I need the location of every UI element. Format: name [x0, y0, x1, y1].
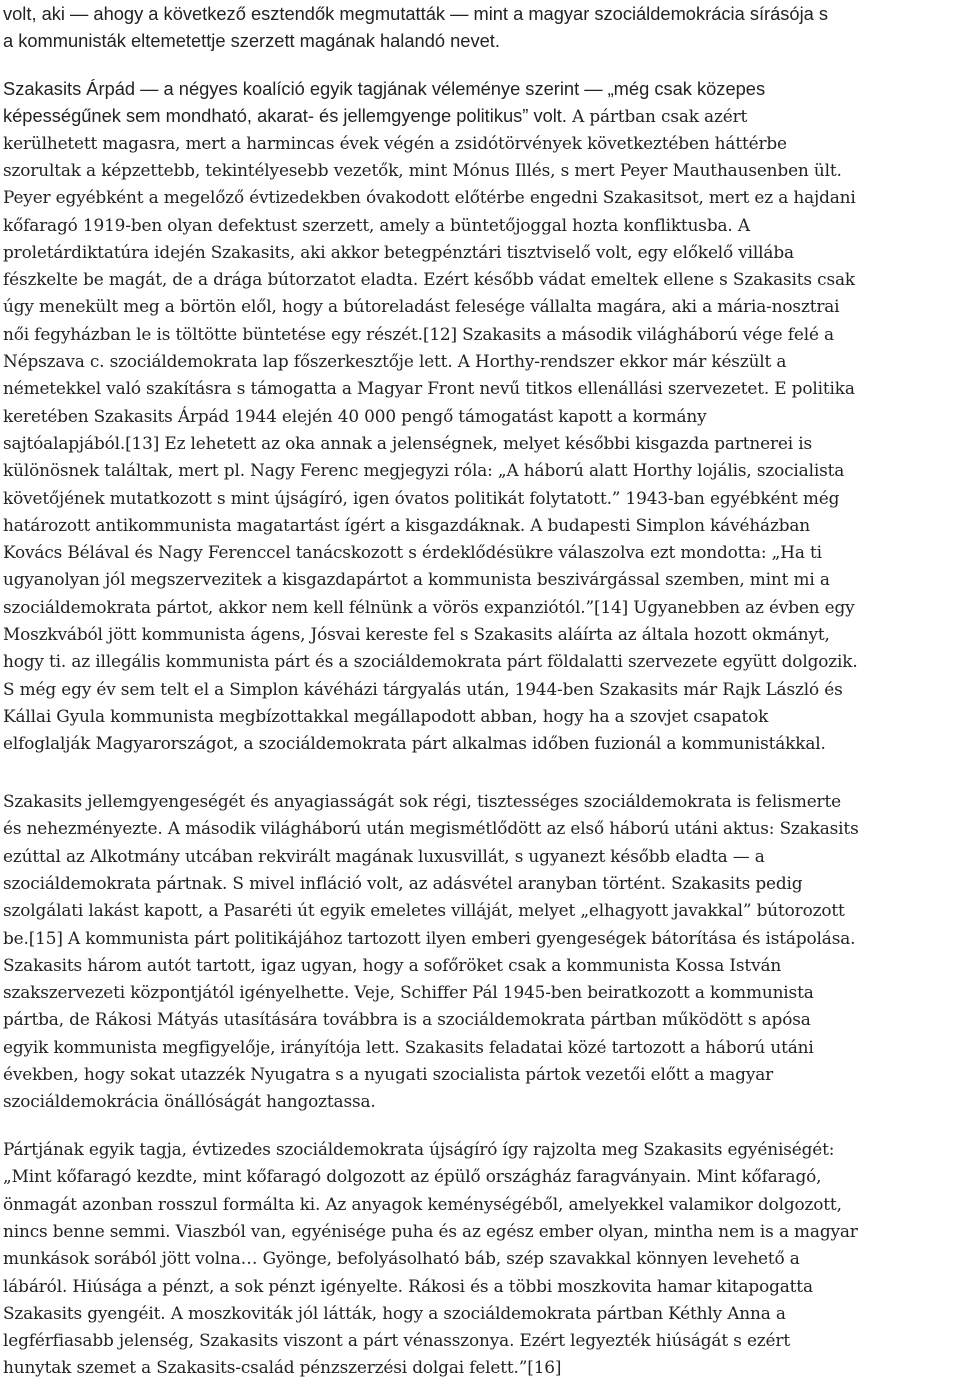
- text-segment: Pártjának egyik tagja, évtizedes szociáldemokrata újságíró így rajzolta meg Szakasits egyéniségét:: [3, 1139, 835, 1159]
- text-line: [3, 1218, 858, 1245]
- text-line: [3, 375, 855, 402]
- text-segment: női fegyházban le is töltötte büntetése egy részét.[12] Szakasits a második világháború vége felé a: [3, 323, 834, 344]
- text-segment: hunytak szemet a Szakasits-család pénzszerzési dolgai felett.”[16]: [3, 1357, 562, 1378]
- text-line: [3, 457, 844, 484]
- text-segment: Kállai Gyula kommunista megbízottakkal megállapodott abban, hogy ha a szovjet csapatok: [3, 705, 769, 726]
- text-line: [3, 239, 794, 266]
- text-line: [3, 1191, 842, 1218]
- text-segment: be.[15] A kommunista párt politikájához tartozott ilyen emberi gyengeségek bátorítása és istápolása.: [3, 927, 856, 948]
- text-segment: sajtóalapjából.[13] Ez lehetett az oka annak a jelenségnek, melyet későbbi kisgazda partnerei is: [3, 432, 812, 453]
- text-segment: Peyer egyébként a megelőző évtizedekben óvakodott előtérbe engedni Szakasitsot, mert ez a hajdani: [3, 187, 856, 208]
- text-line: [3, 843, 765, 870]
- text-line: [3, 870, 802, 897]
- text-segment: szociáldemokrácia önállóságát hangoztassa.: [3, 1091, 376, 1112]
- text-segment: ugyanolyan jól megszervezitek a kisgazdapártot a kommunista beszivárgással szemben, mint mi a: [3, 569, 830, 590]
- text-line: [3, 1245, 800, 1272]
- text-line: [3, 130, 787, 157]
- text-segment: fészkelte be magát, de a drága bútorzatot eladta. Ezért később vádat emeltek ellene s Szakasits csak: [3, 269, 855, 290]
- text-line: [3, 212, 750, 239]
- text-segment: különösnek találtak, mert pl. Nagy Ferenc megjegyzi róla: „A háború alatt Horthy lojális, szocialista: [3, 460, 845, 481]
- text-segment: szorultak a képzettebb, tekintélyesebb vezetők, mint Mónus Illés, s mert Peyer Mauthausenben ült.: [3, 159, 842, 180]
- text-segment: kőfaragó 1919-ben olyan defektust szerzett, amely a büntetőjoggal hozta konfliktusba. A: [3, 214, 750, 235]
- text-line: [3, 1088, 376, 1115]
- text-line: [3, 979, 814, 1006]
- text-segment: úgy menekült meg a börtön elől, hogy a bútoreladást felesége vállalta magára, aki a mária-nosztrai: [3, 296, 840, 317]
- text-segment: szakszervezeti központjától igényelhette. Veje, Schiffer Pál 1945-ben beiratkozott a kommunista: [3, 982, 814, 1003]
- text-line: [3, 952, 781, 979]
- text-line: [3, 925, 855, 952]
- text-line: [3, 1273, 813, 1300]
- text-segment: A pártban csak azért: [572, 106, 748, 127]
- text-line: [3, 102, 747, 129]
- text-line: [3, 75, 765, 102]
- text-segment: Moszkvából jött kommunista ágens, Jósvai kereste fel s Szakasits aláírta az általa hozott okmányt,: [3, 624, 830, 644]
- text-segment: kerülhetett magasra, mert a harmincas évek végén a zsidótörvények következtében háttérbe: [3, 132, 787, 153]
- text-segment: szociáldemokrata pártot, akkor nem kell félnünk a vörös expanziótól.”[14] Ugyanebben az évben egy: [3, 596, 855, 617]
- text-segment: Szakasits gyengéit. A moszkoviták jól látták, hogy a szociáldemokrata pártban Kéthly Anna a: [3, 1302, 786, 1323]
- text-line: [3, 897, 845, 924]
- text-line: [3, 27, 500, 54]
- text-segment: munkások sorából jött volna… Gyönge, befolyásolható báb, szép szavakkal könnyen levehető a: [3, 1248, 800, 1269]
- text-line: [3, 321, 834, 348]
- text-segment: S még egy év sem telt el a Simplon kávéházi tárgyalás után, 1944-ben Szakasits már Rajk László és: [3, 678, 843, 699]
- text-line: [3, 1163, 821, 1190]
- text-segment: keretében Szakasits Árpád 1944 elején 40 000 pengő támogatást kapott a kormány: [3, 405, 707, 426]
- text-segment: „Mint kőfaragó kezdte, mint kőfaragó dolgozott az épülő országház faragványain. Mint kőfaragó,: [3, 1166, 822, 1187]
- text-segment: pártba, de Rákosi Mátyás utasítására továbbra is a szociáldemokrata pártban működött s apósa: [3, 1009, 811, 1030]
- text-segment: Szakasits három autót tartott, igaz ugyan, hogy a sofőröket csak a kommunista Kossa István: [3, 954, 782, 975]
- text-line: [3, 788, 841, 815]
- text-line: [3, 157, 842, 184]
- text-segment: németekkel való szakításra s támogatta a Magyar Front nevű titkos ellenállási szervezetet. E politika: [3, 378, 855, 399]
- text-segment: határozott antikommunista magatartást ígért a kisgazdáknak. A budapesti Simplon kávéházban: [3, 514, 811, 535]
- text-line: [3, 676, 843, 703]
- text-segment: Népszava c. szociáldemokrata lap főszerkesztője lett. A Horthy-rendszer ekkor már készült a: [3, 351, 787, 371]
- text-segment: hogy ti. az illegális kommunista párt és a szociáldemokrata párt földalatti szervezete együtt dolgozik.: [3, 651, 858, 672]
- text-line: [3, 703, 768, 730]
- text-segment: szolgálati lakást kapott, a Pasaréti út egyik emeletes villáját, melyet „elhagyott javakkal” bútorozott: [3, 900, 845, 921]
- text-line: [3, 266, 855, 293]
- text-line: [3, 293, 839, 320]
- text-line: [3, 1136, 834, 1163]
- text-line: [3, 566, 830, 593]
- text-line: [3, 1354, 561, 1381]
- text-line: [3, 815, 859, 842]
- text-segment: legférfiasabb jelenség, Szakasits viszont a párt vénasszonya. Ezért legyezték hiúságát s ezért: [3, 1330, 790, 1351]
- text-line: [3, 184, 856, 211]
- text-segment: és nehezményezte. A második világháború után megismétlődött az első háború utáni aktus: Szakasits: [3, 818, 859, 839]
- text-segment: években, hogy sokat utazzék Nyugatra s a nyugati szocialista pártok vezetői előtt a magyar: [3, 1064, 774, 1084]
- text-segment: proletárdiktatúra idején Szakasits, aki akkor betegpénztári tisztviselő volt, egy előkelő villába: [3, 241, 794, 262]
- text-segment: Szakasits jellemgyengeségét és anyagiasságát sok régi, tisztességes szociáldemokrata is felismerte: [3, 791, 841, 811]
- text-line: [3, 485, 839, 512]
- text-segment: képességűnek sem mondható, akarat- és jellemgyenge politikus” volt.: [3, 105, 573, 127]
- text-segment: a kommunisták eltemetettje szerzett magának halandó nevet.: [3, 30, 500, 52]
- text-line: [3, 621, 830, 648]
- text-line: [3, 1006, 811, 1033]
- text-line: [3, 403, 707, 430]
- text-line: [3, 730, 826, 757]
- text-segment: lábáról. Hiúsága a pénzt, a sok pénzt igényelte. Rákosi és a többi moszkovita hamar kitapogatta: [3, 1275, 813, 1296]
- text-line: [3, 512, 810, 539]
- text-line: [3, 648, 858, 675]
- text-segment: ezúttal az Alkotmány utcában rekvirált magának luxusvillát, s ugyanezt később eladta — a: [3, 845, 765, 866]
- text-line: [3, 348, 786, 375]
- text-segment: Szakasits Árpád — a négyes koalíció egyik tagjának véleménye szerint — „még csak közepes: [3, 78, 766, 99]
- text-line: [3, 1300, 786, 1327]
- text-segment: követőjének mutatkozott s mint újságíró, igen óvatos politikát folytatott.” 1943-ban egyébként még: [3, 487, 840, 508]
- text-line: [3, 539, 822, 566]
- text-segment: önmagát azonban rosszul formálta ki. Az anyagok keménységéből, amelyekkel valamikor dolgozott,: [3, 1193, 842, 1214]
- text-segment: elfoglalják Magyarországot, a szociáldemokrata párt alkalmas időben fuzionál a kommunistákkal.: [3, 733, 826, 754]
- text-line: [3, 1327, 790, 1354]
- text-line: [3, 1061, 773, 1088]
- text-line: [3, 430, 812, 457]
- text-line: [3, 1034, 814, 1061]
- text-segment: Kovács Bélával és Nagy Ferenccel tanácskozott s érdeklődésükre válaszolva ezt mondotta: „Ha ti: [3, 542, 822, 563]
- text-segment: volt, aki — ahogy a következő esztendők megmutatták — mint a magyar szociáldemokrácia sírásója s: [3, 3, 829, 24]
- text-segment: nincs benne semmi. Viaszból van, egyénisége puha és az egész ember olyan, mintha nem is a magyar: [3, 1220, 858, 1241]
- text-line: [3, 0, 828, 27]
- text-line: [3, 594, 855, 621]
- text-segment: egyik kommunista megfigyelője, irányítója lett. Szakasits feladatai közé tartozott a háború utáni: [3, 1036, 814, 1057]
- text-segment: szociáldemokrata pártnak. S mivel infláció volt, az adásvétel aranyban történt. Szakasits pedig: [3, 872, 803, 893]
